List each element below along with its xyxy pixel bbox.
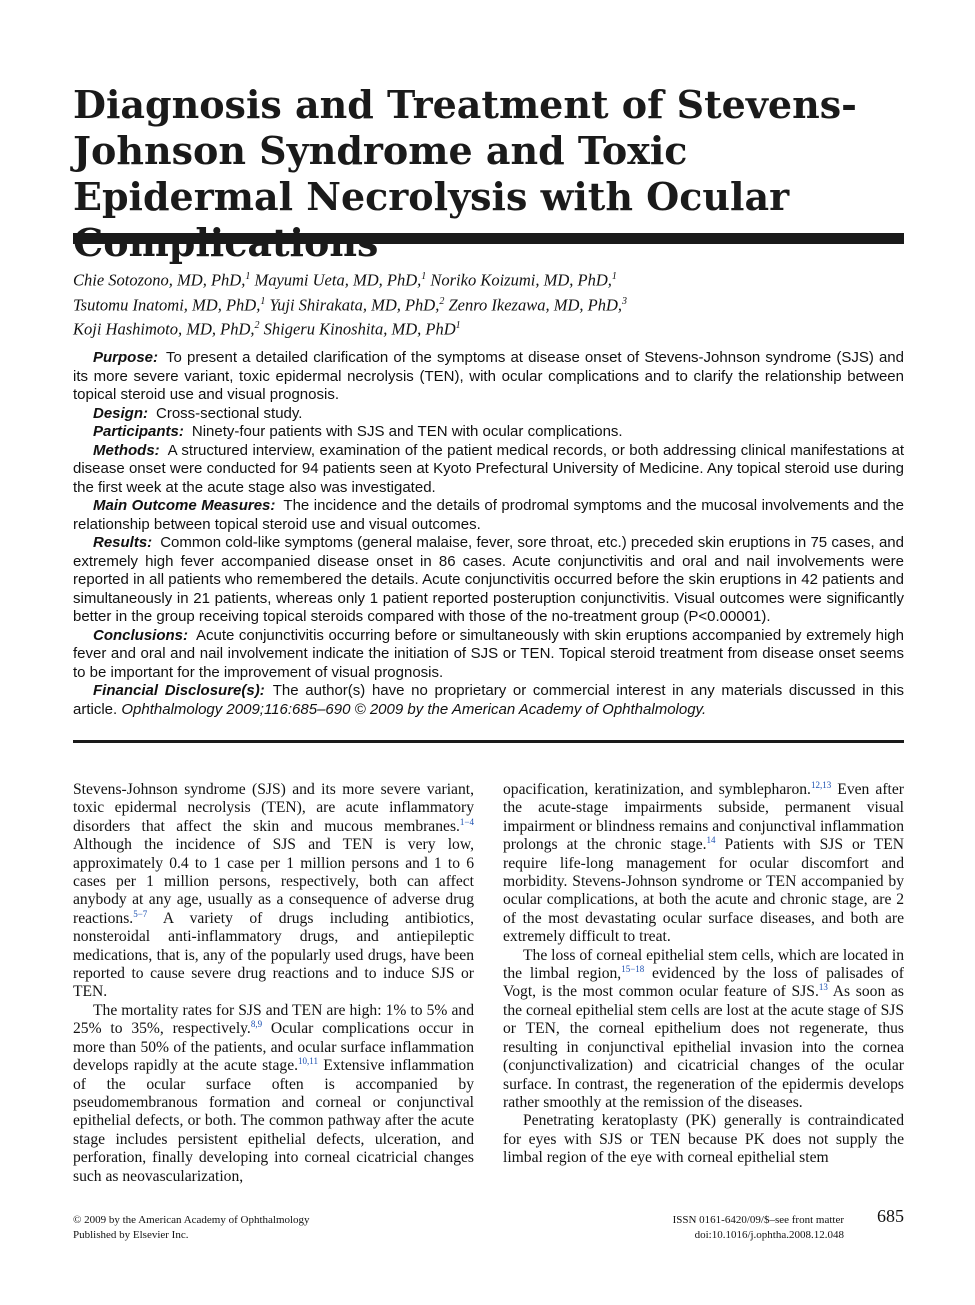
abstract-rule <box>73 740 904 743</box>
publisher-notice: Published by Elsevier Inc. <box>73 1229 189 1241</box>
footer-left <box>73 1213 310 1243</box>
author-name: Koji Hashimoto, MD, PhD, <box>73 319 255 339</box>
footer-right <box>600 1213 844 1243</box>
body-paragraph <box>503 947 904 1113</box>
body-text: evidenced by the loss of palisades of Vogt, is the most common ocular feature of SJS. <box>503 965 904 1001</box>
reference-citation[interactable]: 5−7 <box>133 908 148 919</box>
author-name: Shigeru Kinoshita, MD, PhD <box>263 319 456 339</box>
body-paragraph <box>503 781 904 947</box>
body-paragraph <box>73 781 474 1002</box>
abstract-section-text: The author(s) have no proprietary or commercial interest in any materials discussed in this article. <box>73 682 904 718</box>
abstract-section <box>73 442 904 498</box>
abstract-section-label: Purpose: <box>93 349 159 366</box>
author-affiliation-marker: 1 <box>611 271 617 282</box>
body-text: The mortality rates for SJS and TEN are high: 1% to 5% and 25% to 35%, respectively. <box>73 1001 474 1038</box>
abstract-section <box>73 423 904 442</box>
author-line <box>73 315 903 340</box>
author-name: Noriko Koizumi, MD, PhD, <box>430 270 612 290</box>
abstract-section-label: Methods: <box>93 441 160 459</box>
author-name: Mayumi Ueta, MD, PhD, <box>254 270 422 290</box>
abstract-section-label: Participants: <box>93 423 184 440</box>
abstract-section <box>73 534 904 627</box>
reference-citation[interactable]: 13 <box>818 982 828 993</box>
abstract-section-text: A structured interview, examination of the patient medical records, or both addressing clinical manifestations at disease onset were conducted for 94 patients seen at Kyoto Prefectural University of Medicine. Any topical steroid use during the first week at the acute stage also was investigated. <box>73 441 904 496</box>
abstract-section-text: Acute conjunctivitis occurring before or simultaneously with skin eruptions accompanied by extremely high fever and oral and nail involvement indicate the initiation of SJS or TEN. Topical steroid treatment from disease onset seems to be important for the improvement of visual prognosis. <box>73 626 904 681</box>
body-text: Penetrating keratoplasty (PK) generally is contraindicated for eyes with SJS or TEN because PK does not supply the limbal region of the eye with corneal epithelial stem <box>503 1112 904 1167</box>
abstract-section-text: Ninety-four patients with SJS and TEN with ocular complications. <box>191 423 623 440</box>
abstract-section-text: To present a detailed clarification of the symptoms at disease onset of Stevens-Johnson syndrome (SJS) and its more severe variant, toxic epidermal necrolysis (TEN), with ocular complications and to clarify the relationship between topical steroid use and visual prognosis. <box>73 349 904 403</box>
author-name: Yuji Shirakata, MD, PhD, <box>269 295 440 314</box>
abstract-section-label: Results: <box>93 534 153 551</box>
author-name: Zenro Ikezawa, MD, PhD, <box>448 295 623 314</box>
author-affiliation-marker: 3 <box>622 295 628 307</box>
body-text: The loss of corneal epithelial stem cells, which are located in the limbal region, <box>503 946 904 983</box>
body-column-left <box>73 781 474 1186</box>
author-affiliation-marker: 1 <box>260 295 266 307</box>
author-affiliation-marker: 1 <box>455 320 461 331</box>
reference-citation[interactable]: 1−4 <box>459 816 474 827</box>
doi-link[interactable]: doi:10.1016/j.ophtha.2008.12.048 <box>694 1229 844 1241</box>
body-column-right <box>503 781 904 1168</box>
author-list <box>73 266 903 340</box>
author-name: Chie Sotozono, MD, PhD, <box>73 270 246 290</box>
body-text: As soon as the corneal epithelial stem cells are lost at the acute stage of SJS or TEN, the corneal epithelium does not regenerate, thus resulting in conjunctival epithelial invasion into the cornea (conjunctivalization) and cicatricial changes of the ocular surface. In contrast, the regeneration of the epidermis develops rather smoothly at the remission of the diseases. <box>503 983 904 1111</box>
reference-citation[interactable]: 10,11 <box>298 1055 318 1066</box>
abstract-section-label: Financial Disclosure(s): <box>93 682 265 699</box>
abstract-section-text: Common cold-like symptoms (general malaise, fever, sore throat, etc.) preceded skin eruptions in 75 cases, and extremely high fever accompanied disease onset in 86 cases. Acute conjunctivitis and oral and nail involvements were reported in all patients who remembered the details. Acute conjunctivitis occurred before the skin eruptions in 42 patients and simultaneously in 21 patients, whereas only 1 patient reported posteruption conjunctivitis. Visual outcomes were significantly better in the group receiving topical steroids compared with those of the no-treatment group (P<0.00001). <box>73 534 904 625</box>
body-text: Although the incidence of SJS and TEN is very low, approximately 0.4 to 1 case per 1 million persons and 1 to 6 cases per 1 million persons, respectively, both can affect anybody at any age, usually as a consequence of adverse drug reactions. <box>73 836 474 927</box>
body-text: opacification, keratinization, and symblepharon. <box>503 781 811 798</box>
body-text: A variety of drugs including antibiotics, nonsteroidal anti-inflammatory drugs, and antiepileptic medications, that is, any of the popularly used drugs, have been reported to cause severe drug reactions and to induce SJS or TEN. <box>73 909 474 1001</box>
author-affiliation-marker: 1 <box>421 271 427 282</box>
abstract-section <box>73 682 904 719</box>
abstract-section-label: Conclusions: <box>93 626 189 644</box>
body-text: Ocular complications occur in more than 50% of the patients, and ocular surface inflammation develops rapidly at the acute stage. <box>73 1020 474 1075</box>
abstract-section-text: The incidence and the details of prodromal symptoms and the mucosal involvements and the relationship between topical steroid use and visual outcomes. <box>73 497 905 533</box>
body-text: Even after the acute-stage impairments subside, permanent visual impairment or blindness remains and conjunctival inflammation prolongs at the chronic stage. <box>503 781 904 854</box>
issn-notice: ISSN 0161-6420/09/$–see front matter <box>672 1214 844 1226</box>
journal-citation: Ophthalmology 2009;116:685–690 © 2009 by the American Academy of Ophthalmology. <box>121 700 707 718</box>
abstract-section <box>73 627 904 683</box>
title-rule <box>73 233 904 244</box>
page-number: 685 <box>877 1206 904 1226</box>
author-name: Tsutomu Inatomi, MD, PhD, <box>73 295 261 314</box>
reference-citation[interactable]: 8,9 <box>250 1019 263 1030</box>
reference-citation[interactable]: 12,13 <box>810 779 832 790</box>
copyright-notice: © 2009 by the American Academy of Ophthalmology <box>73 1214 310 1226</box>
abstract-section <box>73 405 904 424</box>
abstract-section-text: Cross-sectional study. <box>156 404 303 422</box>
body-text: Stevens-Johnson syndrome (SJS) and its more severe variant, toxic epidermal necrolysis (TEN), are acute inflammatory disorders that affect the skin and mucous membranes. <box>73 781 474 835</box>
body-paragraph <box>73 1002 474 1186</box>
body-text: Extensive inflammation of the ocular surface often is accompanied by pseudomembranous formation and corneal or conjunctival epithelial defects, or both. The common pathway after the acute stage includes persistent epithelial defects, ulceration, and perforation, finally developing into corneal cicatricial changes such as neovascularization, <box>73 1057 474 1185</box>
author-line <box>73 291 903 316</box>
abstract-section-label: Design: <box>93 404 149 422</box>
article-title: Diagnosis and Treatment of Stevens-Johnson Syndrome and Toxic Epidermal Necrolysis with Ocular <box>73 82 857 219</box>
reference-citation[interactable]: 14 <box>706 835 716 846</box>
abstract-section <box>73 349 904 405</box>
author-line <box>73 266 903 291</box>
abstract-section-label: Main Outcome Measures: <box>93 497 276 514</box>
body-paragraph <box>503 1112 904 1167</box>
abstract <box>73 349 904 719</box>
reference-citation[interactable]: 15−18 <box>621 963 645 974</box>
abstract-section <box>73 497 904 534</box>
author-affiliation-marker: 2 <box>254 320 260 331</box>
author-affiliation-marker: 1 <box>245 271 251 282</box>
author-affiliation-marker: 2 <box>439 295 445 307</box>
body-text: Patients with SJS or TEN require life-long management for ocular discomfort and morbidity. Stevens-Johnson syndrome or TEN accompanied by ocular complications, at both the acute and chronic stage, are 2 of the most devastating ocular surface diseases, and both are extremely difficult to treat. <box>503 836 904 946</box>
